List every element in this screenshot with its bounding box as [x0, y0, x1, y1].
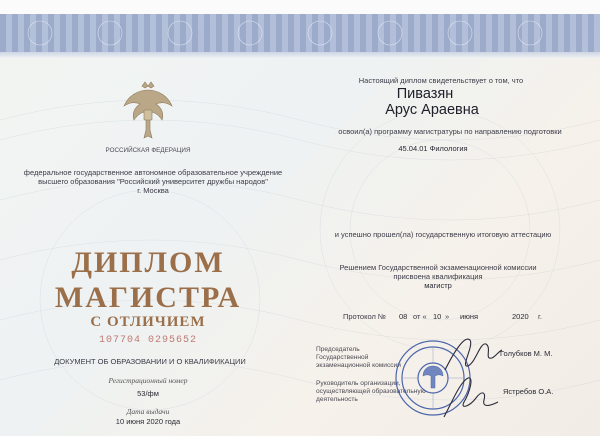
- band-ornament: [0, 14, 600, 52]
- protocol-year-suffix: г.: [538, 312, 542, 321]
- institution-line-1: федеральное государственное автономное образовательное учреждение: [23, 168, 283, 177]
- head-name: Ястребов О.А.: [503, 387, 554, 396]
- issue-date-label: Дата выдачи: [126, 407, 170, 416]
- protocol-number: 08: [399, 312, 408, 321]
- head-signature: [440, 372, 505, 422]
- serial-number: 107704 0295652: [98, 335, 198, 346]
- reg-number-label: Регистрационный номер: [108, 376, 188, 385]
- protocol-label: Протокол №: [343, 312, 386, 321]
- student-surname: Пивазян: [396, 86, 454, 102]
- student-given-names: Арус Араевна: [385, 102, 479, 118]
- attestation-text: и успешно прошел(ла) государственную итоговую аттестацию: [334, 230, 552, 239]
- protocol-from-label: от «: [413, 312, 427, 321]
- protocol-year: 2020: [512, 312, 529, 321]
- institution-line-2: высшего образования "Российский университет дружбы народов": [38, 177, 268, 186]
- title-diploma: ДИПЛОМ: [71, 246, 225, 279]
- chair-name: Голубков М. М.: [500, 349, 553, 358]
- head-title-2: осуществляющей образовательную: [316, 388, 426, 395]
- reg-number-value: 53/фм: [137, 389, 159, 398]
- program-text: освоил(а) программу магистратуры по направлению подготовки: [338, 127, 562, 136]
- protocol-month: июня: [460, 312, 479, 321]
- title-master: МАГИСТРА: [54, 281, 242, 314]
- document-subtitle: ДОКУМЕНТ ОБ ОБРАЗОВАНИИ И О КВАЛИФИКАЦИИ: [54, 357, 246, 366]
- institution-line-3: г. Москва: [137, 186, 169, 195]
- chair-title-1: Председатель: [316, 346, 360, 353]
- chair-title-2: Государственной: [316, 354, 369, 361]
- assigned-qualification-text: присвоена квалификация: [393, 272, 483, 281]
- chair-signature: [440, 330, 505, 375]
- head-title-1: Руководитель организации,: [316, 380, 401, 387]
- issue-date-value: 10 июня 2020 года: [115, 417, 181, 426]
- chair-title-3: экзаменационной комиссии: [316, 362, 401, 369]
- head-title-3: деятельность: [316, 396, 358, 403]
- intro-text: Настоящий диплом свидетельствует о том, что: [358, 76, 524, 85]
- security-band: [0, 14, 600, 52]
- top-margin: [0, 0, 600, 14]
- title-with-honors: С ОТЛИЧИЕМ: [90, 314, 206, 330]
- commission-text: Решением Государственной экзаменационной комиссии: [339, 263, 537, 272]
- emblem-caption: РОССИЙСКАЯ ФЕДЕРАЦИЯ: [105, 147, 191, 154]
- protocol-day-close: »: [445, 312, 450, 321]
- qualification-value: магистр: [424, 281, 452, 290]
- specialty: 45.04.01 Филология: [398, 144, 468, 153]
- protocol-day: 10: [433, 312, 442, 321]
- russian-emblem-icon: [118, 80, 178, 144]
